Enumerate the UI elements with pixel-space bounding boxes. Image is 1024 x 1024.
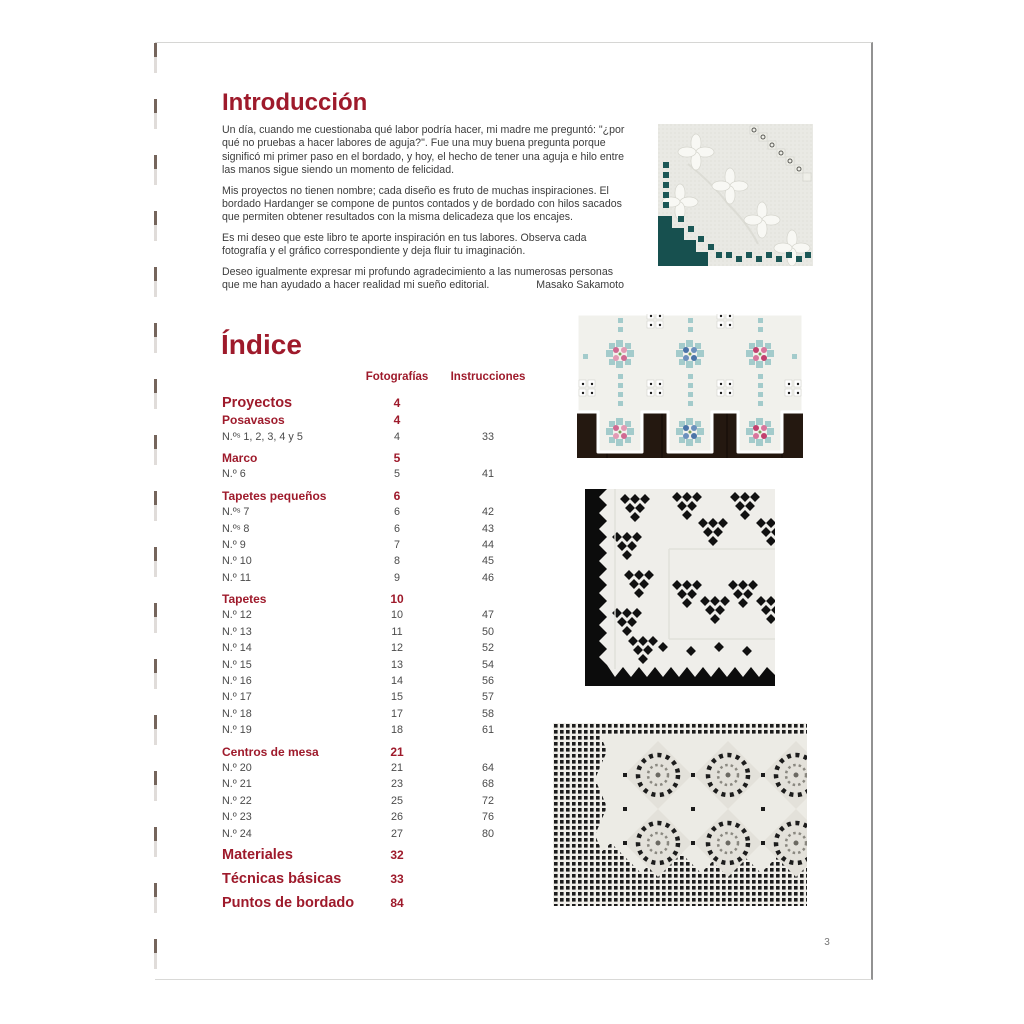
index-row bbox=[222, 520, 582, 536]
index-row bbox=[222, 825, 582, 841]
index-entry-instruction-page: 50 bbox=[481, 625, 494, 638]
index-entry-label: Tapetes bbox=[222, 592, 267, 607]
index-row bbox=[222, 504, 582, 520]
index-entry-label: N.º 6 bbox=[222, 468, 246, 481]
index-row bbox=[222, 624, 582, 640]
index-row bbox=[222, 591, 582, 607]
index-entry-photo-page: 11 bbox=[391, 625, 403, 638]
index-entry-photo-page: 4 bbox=[393, 395, 401, 410]
index-entry-photo-page: 25 bbox=[390, 794, 403, 807]
index-entry-photo-page: 8 bbox=[393, 555, 400, 568]
index-entry-photo-page: 4 bbox=[393, 413, 401, 428]
index-row bbox=[222, 553, 582, 569]
index-entry-label: Materiales bbox=[222, 846, 293, 863]
index-entry-instruction-page: 46 bbox=[481, 571, 494, 584]
index-entry-photo-page: 32 bbox=[390, 847, 404, 862]
white-doily-corner-photo bbox=[585, 489, 775, 686]
index-entry-label: N.º 24 bbox=[222, 827, 252, 840]
index-entry-instruction-page: 47 bbox=[481, 609, 494, 622]
intro-paragraph: Deseo igualmente expresar mi profundo agradecimiento a las numerosas personas que me han ayudado a hacer realidad mi sueño editorial. bbox=[222, 265, 614, 292]
intro-paragraph: Mis proyectos no tienen nombre; cada diseño es fruto de muchas inspiraciones. El bordado Hardanger se compone de puntos contados y de bordado con hilos sacados que permiten obtener resultados con la misma delicadeza que los encajes. bbox=[222, 184, 622, 224]
index-entry-instruction-page: 41 bbox=[481, 468, 494, 481]
index-row bbox=[222, 776, 582, 792]
index-entry-label: Tapetes pequeños bbox=[222, 488, 327, 503]
author-signature: Masako Sakamoto bbox=[536, 279, 624, 291]
index-row bbox=[222, 689, 582, 705]
index-entry-photo-page: 5 bbox=[393, 450, 401, 465]
index-row bbox=[222, 892, 582, 914]
intro-paragraph: Un día, cuando me cuestionaba qué labor podría hacer, mi madre me preguntó: "¿por qué no pruebas a hacer labores de aguja?". Fue una muy buena pregunta porque significó mi primer paso en el bordado, y hoy, el hecho de tener una aguja e hilo entre las manos sigue siendo un momento de felicidad. bbox=[222, 124, 625, 177]
index-entry-instruction-page: 72 bbox=[481, 794, 494, 807]
index-entry-photo-page: 4 bbox=[393, 430, 400, 443]
index-row bbox=[222, 868, 582, 890]
index-header-photos: Fotografías bbox=[365, 371, 429, 383]
index-entry-photo-page: 21 bbox=[390, 762, 403, 774]
page-number: 3 bbox=[824, 937, 830, 948]
index-entry-instruction-page: 52 bbox=[481, 642, 494, 655]
index-entry-instruction-page: 68 bbox=[481, 778, 494, 791]
index-row bbox=[222, 640, 582, 656]
index-row bbox=[222, 743, 582, 759]
index-entry-label: Proyectos bbox=[222, 394, 293, 411]
index-row bbox=[222, 428, 582, 444]
index-entry-photo-page: 6 bbox=[393, 488, 401, 503]
index-entry-instruction-page: 80 bbox=[481, 827, 494, 840]
index-entry-instruction-page: 58 bbox=[481, 707, 494, 720]
index-title: Índice bbox=[221, 329, 302, 360]
index-entry-label: N.º 16 bbox=[222, 675, 252, 688]
index-row bbox=[222, 722, 582, 738]
index-entry-photo-page: 10 bbox=[390, 609, 403, 622]
index-entry-label: N.º 17 bbox=[222, 691, 252, 704]
index-entry-label: Marco bbox=[222, 450, 258, 465]
intro-paragraphs bbox=[222, 124, 632, 299]
index-entry-photo-page: 10 bbox=[390, 592, 404, 607]
index-row bbox=[222, 809, 582, 825]
index-entry-photo-page: 12 bbox=[390, 642, 403, 655]
index-entry-label: Técnicas básicas bbox=[222, 870, 342, 887]
index-entry-photo-page: 27 bbox=[390, 827, 403, 840]
index-entry-photo-page: 14 bbox=[390, 675, 403, 688]
index-entry-instruction-page: 33 bbox=[481, 430, 494, 443]
index-row bbox=[222, 537, 582, 553]
index-entry-instruction-page: 64 bbox=[481, 762, 494, 774]
index-entry-photo-page: 9 bbox=[393, 571, 400, 584]
mesh-lace-border-photo bbox=[553, 723, 807, 906]
index-entry-instruction-page: 42 bbox=[481, 506, 494, 519]
index-entry-label: Puntos de bordado bbox=[222, 894, 355, 911]
index-row bbox=[222, 706, 582, 722]
index-row bbox=[222, 607, 582, 623]
index-entry-photo-page: 33 bbox=[390, 871, 404, 886]
index-entry-photo-page: 6 bbox=[393, 522, 400, 535]
index-entry-label: N.º 15 bbox=[222, 658, 252, 671]
index-entry-instruction-page: 43 bbox=[481, 522, 494, 535]
index-entry-label: N.º 14 bbox=[222, 642, 252, 655]
index-row bbox=[222, 844, 582, 866]
index-entry-photo-page: 18 bbox=[390, 724, 403, 737]
index-entry-label: N.º 21 bbox=[222, 778, 252, 791]
index-header-instructions: Instrucciones bbox=[450, 371, 526, 383]
index-entry-instruction-page: 76 bbox=[481, 811, 494, 824]
intro-title: Introducción bbox=[222, 89, 368, 116]
index-entry-photo-page: 84 bbox=[390, 895, 404, 910]
index-entry-label: N.º 13 bbox=[222, 625, 252, 638]
hardanger-coaster-corner-photo bbox=[658, 124, 813, 266]
index-column-headers bbox=[222, 371, 528, 383]
index-entry-photo-page: 5 bbox=[393, 468, 400, 481]
index-entry-label: N.ºˢ 8 bbox=[222, 522, 250, 535]
index-rows bbox=[222, 393, 582, 914]
index-entry-label: N.º 11 bbox=[222, 571, 251, 584]
index-entry-label: N.º 12 bbox=[222, 609, 252, 622]
aqua-hardanger-border-photo bbox=[577, 314, 803, 458]
index-header-spacer bbox=[222, 371, 362, 383]
index-entry-label: N.ºˢ 7 bbox=[222, 506, 250, 519]
index-row bbox=[222, 760, 582, 776]
index-row bbox=[222, 412, 582, 428]
index-entry-photo-page: 6 bbox=[393, 506, 400, 519]
index-entry-label: Centros de mesa bbox=[222, 744, 319, 759]
index-entry-photo-page: 7 bbox=[393, 538, 400, 551]
index-row bbox=[222, 673, 582, 689]
index-entry-instruction-page: 56 bbox=[481, 675, 494, 688]
index-row bbox=[222, 466, 582, 482]
index-row bbox=[222, 450, 582, 466]
index-row bbox=[222, 488, 582, 504]
index-entry-instruction-page: 44 bbox=[481, 538, 494, 551]
index-entry-photo-page: 21 bbox=[390, 744, 404, 759]
index-entry-label: Posavasos bbox=[222, 413, 285, 428]
index-entry-label: N.º 20 bbox=[222, 762, 252, 774]
intro-paragraph: Es mi deseo que este libro te aporte inspiración en tus labores. Observa cada fotografía y el gráfico correspondiente y deja fluir tu imaginación. bbox=[222, 231, 587, 258]
index-entry-label: N.º 22 bbox=[222, 794, 252, 807]
index-entry-photo-page: 17 bbox=[390, 707, 403, 720]
index-row bbox=[222, 393, 582, 412]
index-entry-label: N.º 18 bbox=[222, 707, 252, 720]
index-entry-instruction-page: 57 bbox=[481, 691, 494, 704]
index-entry-instruction-page: 61 bbox=[481, 724, 494, 737]
index-entry-label: N.ºˢ 1, 2, 3, 4 y 5 bbox=[222, 430, 303, 443]
index-entry-label: N.º 23 bbox=[222, 811, 252, 824]
index-entry-instruction-page: 54 bbox=[481, 658, 494, 671]
index-entry-label: N.º 10 bbox=[222, 555, 252, 568]
index-row bbox=[222, 570, 582, 586]
page bbox=[155, 42, 873, 980]
index-entry-label: N.º 9 bbox=[222, 538, 246, 551]
index-entry-photo-page: 26 bbox=[390, 811, 403, 824]
index-row bbox=[222, 793, 582, 809]
index-row bbox=[222, 656, 582, 672]
index-entry-photo-page: 13 bbox=[390, 658, 403, 671]
index-entry-label: N.º 19 bbox=[222, 724, 252, 737]
index-entry-photo-page: 15 bbox=[390, 691, 403, 704]
index-entry-instruction-page: 45 bbox=[481, 555, 494, 568]
index-entry-photo-page: 23 bbox=[390, 778, 403, 791]
